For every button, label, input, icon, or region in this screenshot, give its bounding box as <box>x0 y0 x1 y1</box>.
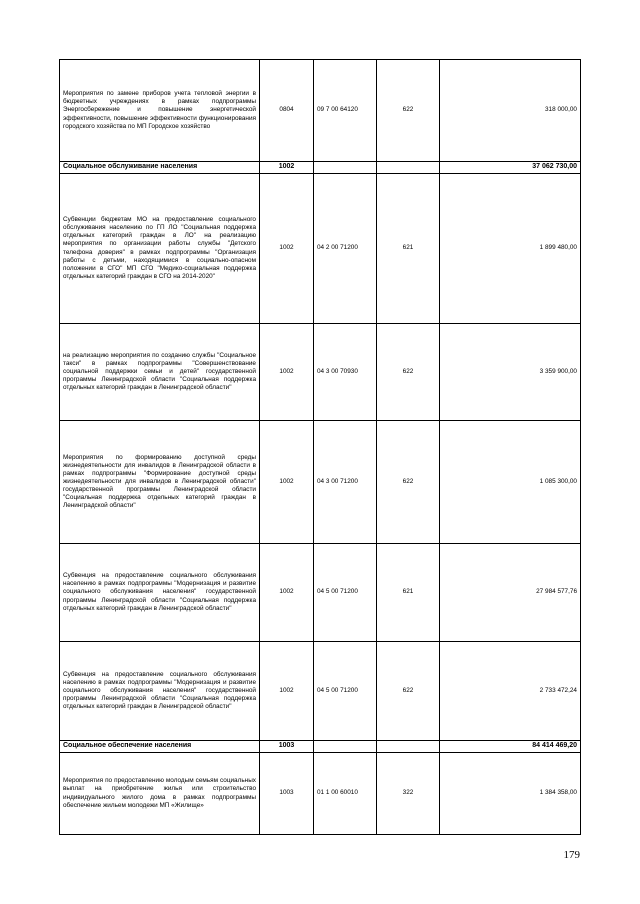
amount-cell: 27 984 577,76 <box>440 544 581 642</box>
amount-cell: 3 359 900,00 <box>440 324 581 421</box>
row-name-cell: Субвенция на предоставление социального обслуживания населению в рамках подпрограммы "Модернизация и развитие социального обслуживания населения" государственной программы Ленинградской области "Социальная поддержка отдельных категорий граждан в Ленинградской области" <box>60 544 260 642</box>
table-row <box>60 421 581 544</box>
amount-cell: 1 085 300,00 <box>440 421 581 544</box>
target-article-cell: 04 2 00 71200 <box>314 174 377 324</box>
amount-cell: 1 384 358,00 <box>440 753 581 835</box>
expense-type-cell: 622 <box>377 324 440 421</box>
expense-type-cell: 622 <box>377 60 440 162</box>
section-code-cell: 1002 <box>260 162 314 174</box>
target-article-cell: 04 5 00 71200 <box>314 642 377 741</box>
row-name-cell: Субвенции бюджетам МО на предоставление социального обслуживания населению по ГП ЛО "Социальная поддержка отдельных категорий граждан в ЛО" на реализацию мероприятия по организации работы службы "Детского телефона доверия" в рамках подпрограммы "Организация работы с детьми, находящимися в социально-опасном положении в СГО" МП СГО "Медико-социальная поддержка отдельных категорий граждан в СГО на 2014-2020" <box>60 174 260 324</box>
row-name-cell: на реализацию мероприятия по созданию службы "Социальное такси" в рамках подпрограммы "Совершенствование социальной поддержки семьи и детей" государственной программы Ленинградской области "Социальная поддержка отдельных категорий граждан в Ленинградской области" <box>60 324 260 421</box>
target-article-cell: 04 3 00 71200 <box>314 421 377 544</box>
amount-cell: 2 733 472,24 <box>440 642 581 741</box>
target-article-cell <box>314 162 377 174</box>
row-name-cell: Мероприятия по формированию доступной среды жизнедеятельности для инвалидов в Ленинградской области в рамках подпрограммы "Формирование доступной среды жизнедеятельности для инвалидов в Ленинградской области" государственной программы Ленинградской области "Социальная поддержка отдельных категорий граждан в Ленинградской области" <box>60 421 260 544</box>
section-code-cell: 1002 <box>260 324 314 421</box>
section-header-row <box>60 741 581 753</box>
target-article-cell: 04 5 00 71200 <box>314 544 377 642</box>
expense-type-cell: 322 <box>377 753 440 835</box>
section-code-cell: 1002 <box>260 642 314 741</box>
row-name-cell: Субвенция на предоставление социального обслуживания населению в рамках подпрограммы "Модернизация и развитие социального обслуживания населения" государственной программы Ленинградской области "Социальная поддержка отдельных категорий граждан в Ленинградской области" <box>60 642 260 741</box>
section-code-cell: 0804 <box>260 60 314 162</box>
row-name-cell: Мероприятия по замене приборов учета тепловой энергии в бюджетных учреждениях в рамках подпрограммы Энергосбережение и повышение энергетической эффективности, повышение эффективности функционирования городского хозяйства по МП Городское хозяйство <box>60 60 260 162</box>
section-code-cell: 1002 <box>260 421 314 544</box>
section-code-cell: 1003 <box>260 741 314 753</box>
expense-type-cell: 621 <box>377 174 440 324</box>
target-article-cell: 01 1 00 60010 <box>314 753 377 835</box>
table-row <box>60 174 581 324</box>
expense-type-cell: 622 <box>377 642 440 741</box>
table-row <box>60 544 581 642</box>
page-number: 179 <box>563 849 580 861</box>
section-header-row <box>60 162 581 174</box>
section-code-cell: 1002 <box>260 174 314 324</box>
amount-cell: 318 000,00 <box>440 60 581 162</box>
row-name-cell: Социальное обслуживание населения <box>60 162 260 174</box>
expense-type-cell <box>377 162 440 174</box>
target-article-cell: 04 3 00 70930 <box>314 324 377 421</box>
table-row <box>60 753 581 835</box>
row-name-cell: Социальное обеспечение населения <box>60 741 260 753</box>
section-code-cell: 1002 <box>260 544 314 642</box>
section-code-cell: 1003 <box>260 753 314 835</box>
amount-cell: 37 062 730,00 <box>440 162 581 174</box>
amount-cell: 84 414 469,20 <box>440 741 581 753</box>
expense-type-cell: 621 <box>377 544 440 642</box>
target-article-cell: 09 7 00 64120 <box>314 60 377 162</box>
table-row <box>60 642 581 741</box>
target-article-cell <box>314 741 377 753</box>
table-row <box>60 324 581 421</box>
expense-type-cell <box>377 741 440 753</box>
table-row <box>60 60 581 162</box>
expense-type-cell: 622 <box>377 421 440 544</box>
budget-table <box>59 59 581 835</box>
amount-cell: 1 899 480,00 <box>440 174 581 324</box>
row-name-cell: Мероприятия по предоставлению молодым семьям социальных выплат на приобретение жилья или строительство индивидуального жилого дома в рамках подпрограммы обеспечение жильем молодежи МП «Жилище» <box>60 753 260 835</box>
